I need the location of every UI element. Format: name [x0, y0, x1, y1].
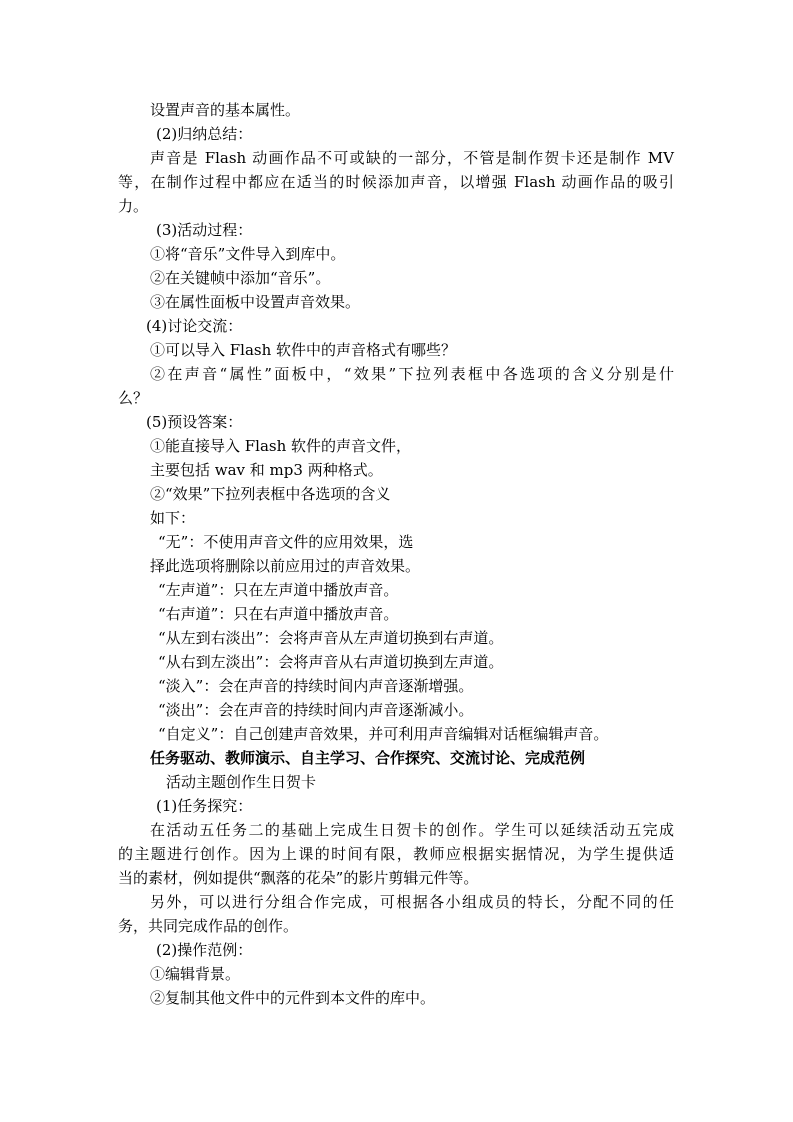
- text-line-16: 主要包括 wav 和 mp3 两种格式。: [150, 461, 383, 479]
- text-line-3: 声音是 Flash 动画作品不可或缺的一部分，不管是制作贺卡还是制作 MV: [150, 149, 674, 167]
- text-line-25: “淡入”：会在声音的持续时间内声音逐渐增强。: [158, 677, 474, 695]
- bold-heading-methods: 任务驱动、教师演示、自主学习、合作探究、交流讨论、完成范例: [150, 749, 586, 767]
- text-line-37: ①编辑背景。: [150, 965, 241, 983]
- text-line-8: ②在关键帧中添加“音乐”。: [150, 269, 331, 287]
- text-line-31: 在活动五任务二的基础上完成生日贺卡的创作。学生可以延续活动五完成: [150, 821, 674, 839]
- text-line-13: 么？: [118, 389, 149, 407]
- text-line-19: “无”：不使用声音文件的应用效果，选: [158, 533, 414, 551]
- text-line-22: “右声道”：只在右声道中播放声音。: [158, 605, 399, 623]
- text-line-23: “从左到右淡出”：会将声音从左声道切换到右声道。: [158, 629, 504, 647]
- section-heading-example: (2)操作范例：: [156, 941, 253, 959]
- section-heading-task: (1)任务探究：: [156, 797, 253, 815]
- text-line-20: 择此选项将删除以前应用过的声音效果。: [150, 557, 421, 575]
- text-line-34: 另外，可以进行分组合作完成，可根据各小组成员的特长，分配不同的任: [150, 893, 674, 911]
- text-line-24: “从右到左淡出”：会将声音从右声道切换到左声道。: [158, 653, 504, 671]
- text-line-33: 当的素材，例如提供“飘落的花朵”的影片剪辑元件等。: [118, 869, 479, 887]
- text-line-18: 如下：: [150, 509, 196, 527]
- text-line-27: “自定义”：自己创建声音效果，并可利用声音编辑对话框编辑声音。: [158, 725, 609, 743]
- section-heading-discussion: (4)讨论交流：: [146, 317, 243, 335]
- text-line-32: 的主题进行创作。因为上课的时间有限，教师应根据实据情况，为学生提供适: [118, 845, 674, 863]
- text-line-15: ①能直接导入 Flash 软件的声音文件，: [150, 437, 412, 455]
- text-line-5: 力。: [118, 197, 149, 215]
- text-line-17: ②“效果”下拉列表框中各选项的含义: [150, 485, 391, 503]
- text-line-35: 务，共同完成作品的创作。: [118, 917, 299, 935]
- text-line-11: ①可以导入 Flash 软件中的声音格式有哪些？: [150, 341, 457, 359]
- text-line-12: ②在声音“属性”面板中，“效果”下拉列表框中各选项的含义分别是什: [150, 365, 674, 383]
- text-line-21: “左声道”：只在左声道中播放声音。: [158, 581, 399, 599]
- text-line-38: ②复制其他文件中的元件到本文件的库中。: [150, 989, 436, 1007]
- section-heading-answers: (5)预设答案：: [146, 413, 243, 431]
- section-heading-summary: (2)归纳总结：: [156, 125, 253, 143]
- activity-title: 活动主题创作生日贺卡: [166, 773, 317, 791]
- text-line-1: 设置声音的基本属性。: [150, 101, 301, 119]
- text-line-26: “淡出”：会在声音的持续时间内声音逐渐减小。: [158, 701, 474, 719]
- section-heading-process: (3)活动过程：: [156, 221, 253, 239]
- text-line-7: ①将“音乐”文件导入到库中。: [150, 245, 346, 263]
- text-line-4: 等，在制作过程中都应在适当的时候添加声音，以增强 Flash 动画作品的吸引: [118, 173, 674, 191]
- text-line-9: ③在属性面板中设置声音效果。: [150, 293, 361, 311]
